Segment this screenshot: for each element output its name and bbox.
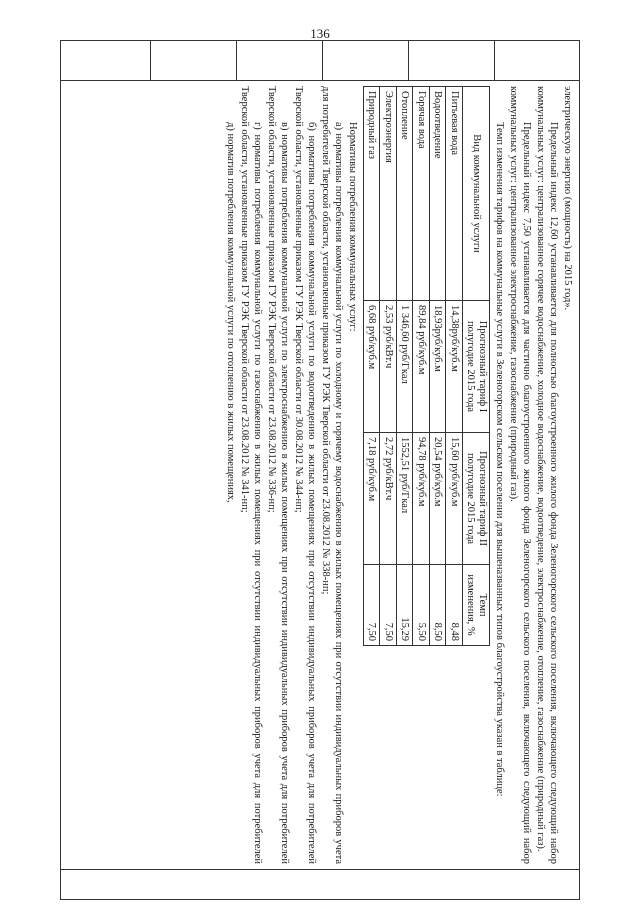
paragraph: а) нормативы потребления коммунальной услуги по холодному и горячему водоснабжению в жилых помещениях при отсутствии индивидуальных приборов учета для потребителей Тверской области, установленные приказом ГУ РЭК Тверской области от 23.08.2012 № 338-нп; bbox=[320, 86, 345, 864]
table-cell: 89,84 руб/куб.м bbox=[413, 300, 430, 432]
table-cell: Водоотведение bbox=[430, 87, 447, 301]
table-row bbox=[430, 87, 447, 646]
paragraph: Предельный индекс 12,60 устанавливается для полностью благоустроенного жилого фонда Зеленогорского сельского поселения, включающего следующий набор коммунальных услуг: централизованное горячее водоснабжение, холодное водоснабжение, водоотведение, электроснабжение, отопление, газоснабжение (природный газ). bbox=[535, 86, 560, 864]
paragraph: б) нормативы потребления коммунальной услуги по водоотведению в жилых помещениях при отсутствии индивидуальных приборов учета для потребителей Тверской области, установленные приказом ГУ РЭК Тверской области от 30.08.2012 № 344-нп; bbox=[293, 86, 318, 864]
table-cell: 6,68 руб/куб.м bbox=[364, 300, 381, 432]
rotated-page-body bbox=[60, 40, 580, 900]
table-header: Прогнозный тариф II полугодие 2015 года bbox=[463, 433, 490, 565]
paragraph: в) нормативы потребления коммунальной услуги по электроснабжению в жилых помещениях при отсутствии индивидуальных приборов учета для потребителей Тверской области, установленные приказом ГУ РЭК Тверской области от 23.08.2012 № 336-нп; bbox=[266, 86, 291, 864]
table-cell: 14,38руб/куб.м bbox=[446, 300, 463, 432]
table-row bbox=[397, 87, 414, 646]
table-cell: 15,29 bbox=[397, 565, 414, 646]
table-row bbox=[413, 87, 430, 646]
table-cell: 1 346,60 руб/Гкал bbox=[397, 300, 414, 432]
page-number: 136 bbox=[310, 26, 330, 41]
paragraph: электрическую энергию (мощность) на 2015 год». bbox=[562, 86, 573, 311]
paragraph: Темп изменения тарифов на коммунальные услуги в Зеленогорском сельском поселении для вышеназванных типов благоустройства указан в таблице: bbox=[494, 122, 506, 797]
table-row bbox=[364, 87, 381, 646]
table-cell: 5,50 bbox=[413, 565, 430, 646]
table-cell: 2,53 руб/кВт.ч bbox=[380, 300, 397, 432]
table-cell: 8,50 bbox=[430, 565, 447, 646]
table-cell: 20,54 руб/куб.м bbox=[430, 433, 447, 565]
table-cell: Электроэнергия bbox=[380, 87, 397, 301]
paragraph: Нормативы потребления коммунальных услуг: bbox=[347, 122, 358, 332]
table-header: Вид коммунальной услуги bbox=[463, 87, 490, 301]
paragraph: г) нормативы потребления коммунальной услуги по газоснабжению в жилых помещениях при отсутствии индивидуальных приборов учета для потребителей Тверской области, установленные приказом ГУ РЭК Тверской области от 23.08.2012 № 341-нп; bbox=[239, 86, 264, 864]
table-cell: Горячая вода bbox=[413, 87, 430, 301]
table-cell: Природный газ bbox=[364, 87, 381, 301]
table-row bbox=[380, 87, 397, 646]
table-cell: 2,72 руб/кВт.ч bbox=[380, 433, 397, 565]
table-cell: 8,48 bbox=[446, 565, 463, 646]
table-cell: 7,18 руб/куб.м bbox=[364, 433, 381, 565]
table-cell: 7,50 bbox=[364, 565, 381, 646]
table-header: Темп изменения, % bbox=[463, 565, 490, 646]
table-cell: Питьевая вода bbox=[446, 87, 463, 301]
left-margin-column bbox=[60, 40, 580, 81]
paragraph: Предельный индекс 7,50 устанавливается для частично благоустроенного жилого фонда Зеленогорского сельского поселения, включающего следующий набор коммунальных услуг: централизованное электроснабжение, газоснабжение (природный газ). bbox=[508, 86, 533, 864]
table-header: Прогнозный тариф I полугодие 2015 года bbox=[463, 300, 490, 432]
table-cell: 1552,51 руб/Гкал bbox=[397, 433, 414, 565]
paragraph: д) норматив потребления коммунальной услуги по отоплению в жилых помещениях, bbox=[225, 122, 237, 503]
table-cell: 7,50 bbox=[380, 565, 397, 646]
right-margin-column bbox=[60, 869, 580, 900]
table-cell: 94,78 руб/куб.м bbox=[413, 433, 430, 565]
document-content bbox=[66, 86, 574, 864]
table-cell: 18,93руб/куб.м bbox=[430, 300, 447, 432]
table-row bbox=[446, 87, 463, 646]
table-header-row bbox=[463, 87, 490, 646]
tariff-table bbox=[363, 86, 490, 646]
table-cell: 15,60 руб/куб.м bbox=[446, 433, 463, 565]
table-cell: Отопление bbox=[397, 87, 414, 301]
